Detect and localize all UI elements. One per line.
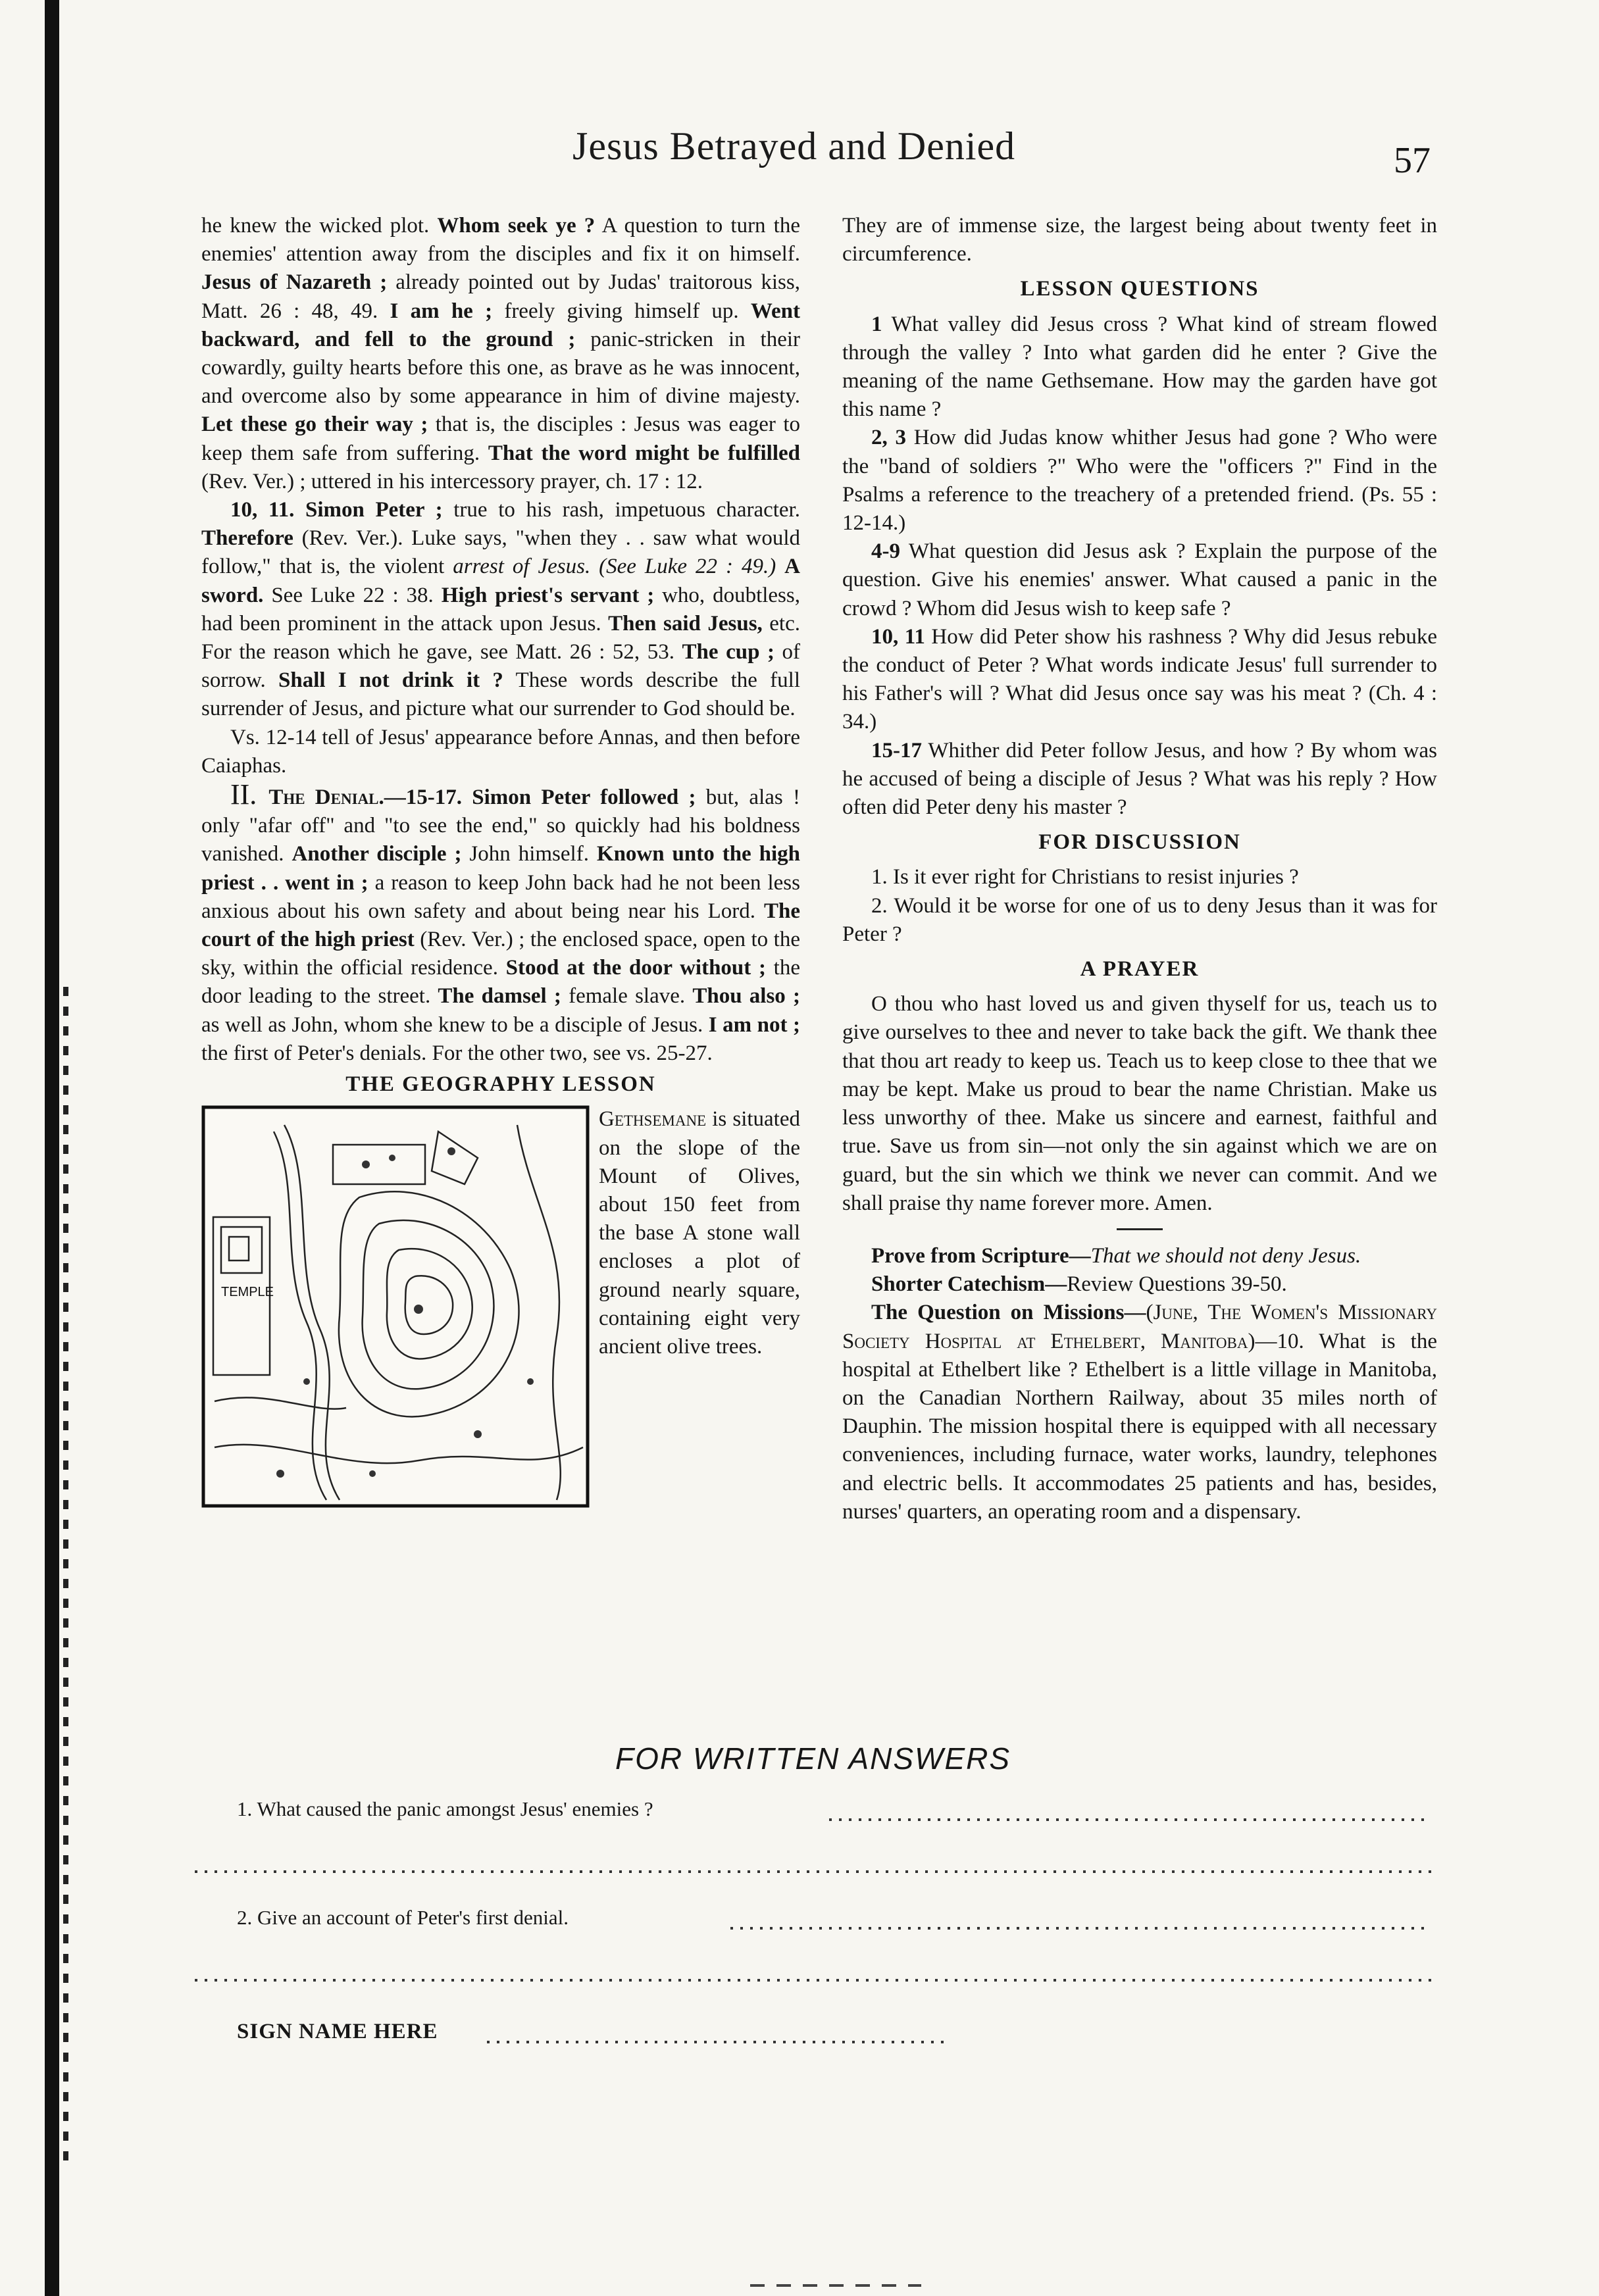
text-run: These words describe the full surrender of Jesus, and picture what our surrender to God should be. [201,668,800,721]
discussion-heading: FOR DISCUSSION [1038,830,1241,855]
text-run: II. [230,778,269,811]
missions-question: The Question on Missions—(June, The Women's Missionary Society Hospital at Ethelbert, Manitoba)—10. What is the hospital at Ethelbert like ? Ethelbert is a little village in Manitoba, on the Canadian Northern Railway, about 35 miles north of Dauphin. The mission hospital there is equipped with all necessary conveniences, including furnace, water works, laundry, telephones and electric bells. It accommodates 25 patients and has, besides, nurses' quarters, an operating room and a dispensary. [842,1301,1437,1524]
right-column [842,212,1437,1526]
text-run: High priest's servant ; [441,583,655,607]
text-run: arrest of Jesus. (See Luke 22 : 49.) [453,555,776,579]
text-run: panic-stricken in their cowardly, guilty hearts before this one, as brave as he was innocent, and overcome also by some appearance in him of divine majesty. [201,327,800,409]
text-run: Let these go their way ; [201,412,428,437]
text-run: Jesus of Nazareth ; [201,270,388,295]
discussion-item-2: 2. Would it be worse for one of us to deny Jesus than it was for Peter ? [842,893,1437,946]
text-run: etc. For the reason which he gave, see Matt. 26 : 52, 53. [201,611,800,664]
text-run: The Denial.—15-17. [268,786,472,810]
question-2: 2, 3 How did Judas know whither Jesus had gone ? Who were the "band of soldiers ?" Who were the "officers ?" Find in the Psalms a reference to the treachery of a pretended friend. (Ps. 55 : 12-14.) [842,426,1437,536]
commentary-paragraph-denial [201,780,800,1068]
answer-line-1b[interactable] [195,1870,1432,1873]
text-run: (Rev. Ver.). Luke says, "when they . . saw what would follow," that is, the violent [201,526,800,579]
written-answers-title: FOR WRITTEN ANSWERS [615,1741,1011,1776]
commentary-paragraph-1 [201,212,800,496]
text-run: John himself. [461,842,597,866]
discussion-item-1: 1. Is it ever right for Christians to resist injuries ? [871,865,1299,889]
text-run: I am not ; [708,1012,800,1037]
shorter-catechism: Shorter Catechism—Review Questions 39-50. [871,1272,1287,1297]
left-column [201,212,800,1513]
commentary-paragraph-2 [201,496,800,724]
text-run: (Rev. Ver.) ; the enclosed space, open to the sky, within the official residence. [201,928,800,980]
answer-line-2b[interactable] [195,1979,1432,1982]
text-run: The court of the high priest [201,899,800,952]
text-run: the first of Peter's denials. For the other two, see vs. 25-27. [201,1041,713,1065]
text-run: Another disciple ; [292,842,462,866]
question-3: 4-9 What question did Jesus ask ? Explain the purpose of the question. Give his enemies' answer. What caused a panic in the crowd ? Whom did Jesus wish to keep safe ? [842,539,1437,620]
page-number: 57 [1394,140,1431,181]
sign-name-label: SIGN NAME HERE [237,2020,438,2043]
text-run: freely giving himself up. [492,299,751,323]
text-run: female slave. [561,984,693,1009]
text-run [776,555,784,578]
prove-from-scripture: Prove from Scripture—That we should not deny Jesus. [871,1243,1361,1268]
gethsemane-map [201,1105,590,1508]
geography-title: THE GEOGRAPHY LESSON [345,1072,656,1097]
written-question-1: 1. What caused the panic amongst Jesus' enemies ? [237,1797,653,1820]
text-run: true to his rash, impetuous character. [442,498,800,522]
text-run: he knew the wicked plot. [201,214,438,237]
text-run: Known unto the high priest . . went in ; [201,842,801,895]
question-4: 10, 11 How did Peter show his rashness ? Why did Jesus rebuke the conduct of Peter ? What words indicate Jesus' full surrender to his Father's will ? What did Jesus once say was his meat ? (Ch. 4 : 34.) [842,624,1437,734]
text-run: a reason to keep John back had he not been less anxious about his own safety and about being near his Lord. [201,870,800,923]
text-run: Simon Peter followed ; [472,786,696,810]
intro-text: They are of immense size, the largest being about twenty feet in circumference. [842,214,1437,266]
text-run: A sword. [201,555,800,607]
geography-text: Gethsemane is situated on the slope of the Mount of Olives, about 150 feet from the base A stone wall encloses a plot of ground nearly square, containing eight very ancient olive trees. [599,1107,800,1359]
signature-line[interactable] [487,2041,948,2043]
text-run: the door leading to the street. [201,956,800,1009]
text-run: Then said Jesus, [608,611,763,636]
text-run: Stood at the door without ; [505,956,766,980]
text-run: Shall I not drink it ? [278,668,503,693]
text-run: Thou also ; [692,984,800,1009]
section-divider [1117,1228,1163,1230]
answer-line-2a[interactable] [730,1927,1428,1930]
bottom-mark [750,2284,921,2287]
question-5: 15-17 Whither did Peter follow Jesus, and how ? By whom was he accused of being a disciple of Jesus ? What was his reply ? How often did Peter deny his master ? [842,738,1437,820]
text-run: (Rev. Ver.) ; uttered in his intercessory prayer, ch. 17 : 12. [201,469,703,493]
text-run: Simon Peter ; [305,498,443,522]
text-run: as well as John, whom she knew to be a disciple of Jesus. [201,1012,709,1037]
map-label: TEMPLE [221,1285,274,1300]
answer-line-1a[interactable] [829,1818,1428,1821]
text-run: 10, 11. [230,498,305,522]
text-run: The cup ; [682,640,774,664]
text-run: That the word might be fulfilled [488,441,800,465]
text-run: I am he ; [390,299,493,323]
binding-marks [63,987,68,2171]
text-run: who, doubtless, had been prominent in the attack upon Jesus. [201,583,800,636]
geography-section [201,1105,800,1513]
text-run: Went backward, and fell to the ground ; [201,299,801,351]
commentary-paragraph-3: Vs. 12-14 tell of Jesus' appearance before Annas, and then before Caiaphas. [201,725,800,778]
text-run: See Luke 22 : 38. [263,583,442,607]
running-title: Jesus Betrayed and Denied [572,124,1016,168]
text-run: Whom seek ye ? [437,214,596,237]
text-run: that is, the disciples : Jesus was eager to keep them safe from suffering. [201,412,800,465]
text-run: The damsel ; [438,984,561,1009]
prayer-text: O thou who hast loved us and given thyself for us, teach us to give ourselves to thee and never to take back the gift. We thank thee that thou art ready to keep us. Teach us to keep close to thee that we may be kept. Make us proud to bear the name Christian. Make us less unworthy of thee. Make us sincere and earnest, faithful and true. Save us from sin—not only the sin against which we are on guard, but the sin which we think we never can commit. And we shall praise thy name forever more. Amen. [842,992,1437,1215]
lesson-questions-heading: LESSON QUESTIONS [1020,277,1259,301]
text-run: of sorrow. [201,640,800,693]
question-1: 1 What valley did Jesus cross ? What kind of stream flowed through the valley ? Into what garden did he enter ? Give the meaning of the name Gethsemane. How may the garden have got this name ? [842,312,1437,422]
text-run: already pointed out by Judas' traitorous kiss, Matt. 26 : 48, 49. [201,270,800,323]
written-question-2: 2. Give an account of Peter's first denial. [237,1906,569,1929]
text-run: but, alas ! only "afar off" and "to see the end," so quickly had his boldness vanished. [201,786,800,866]
text-run: Therefore [201,526,293,551]
prayer-heading: A PRAYER [1080,957,1200,982]
text-run: A question to turn the enemies' attention away from the disciples and fix it on himself. [201,214,800,266]
binding-edge [45,0,59,2296]
